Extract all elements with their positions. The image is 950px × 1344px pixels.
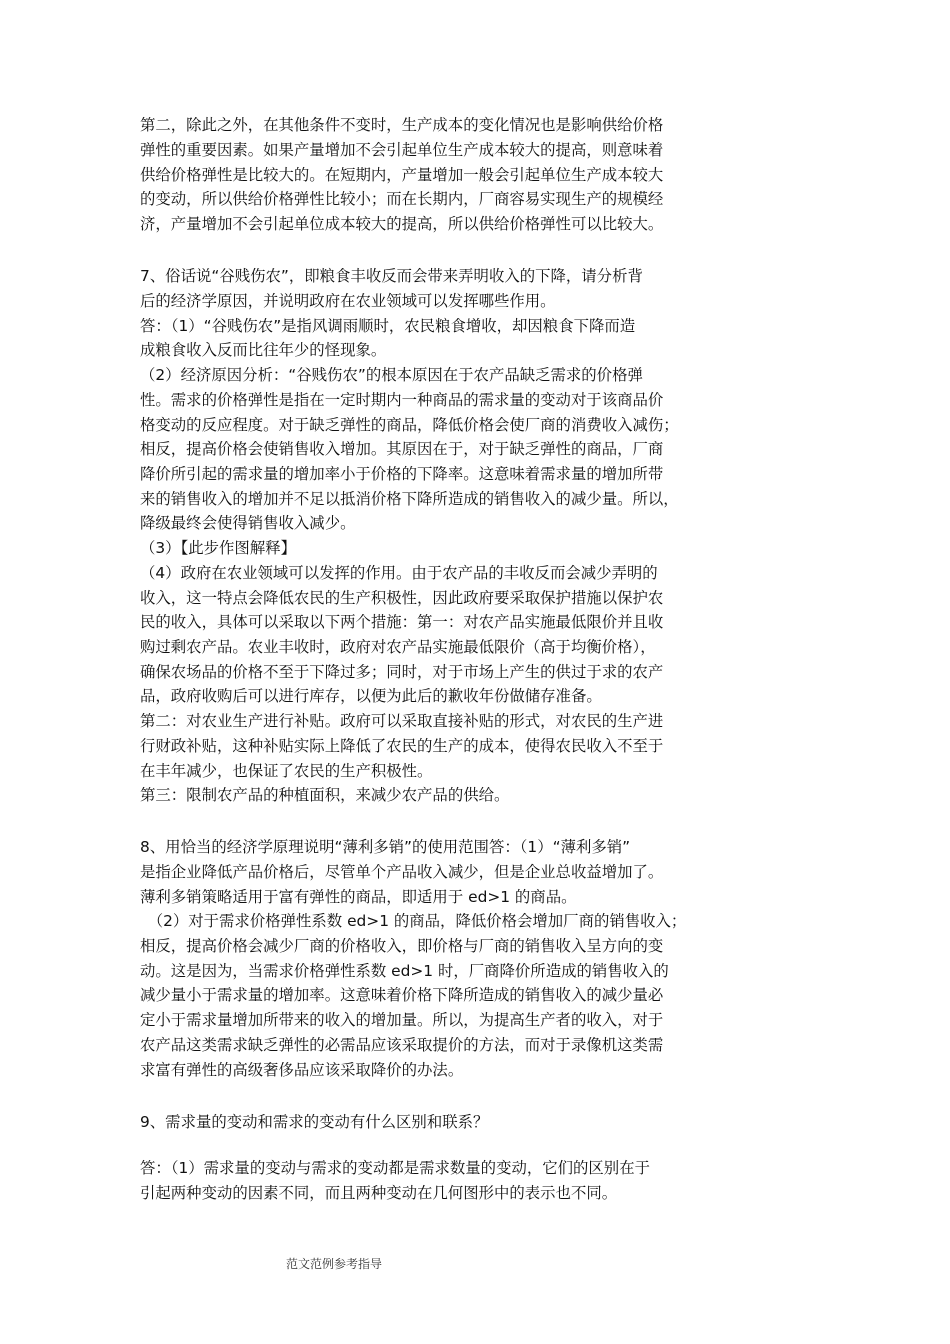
- answer-line: 第三：限制农产品的种植面积，来减少农产品的供给。: [140, 786, 510, 804]
- answer-line: 品，政府收购后可以进行库存，以便为此后的歉收年份做储存准备。: [140, 687, 602, 705]
- answer-line: 农产品这类需求缺乏弹性的必需品应该采取提价的方法，而对于录像机这类需: [140, 1036, 664, 1054]
- question-7-line: 后的经济学原因，并说明政府在农业领域可以发挥哪些作用。: [140, 292, 556, 310]
- answer-line: 格变动的反应程度。对于缺乏弹性的商品，降低价格会使厂商的消费收入减伤；: [140, 416, 679, 434]
- answer-line: （3）【此步作图解释】: [140, 539, 296, 557]
- answer-line: 相反，提高价格会减少厂商的价格收入，即价格与厂商的销售收入呈方向的变: [140, 937, 664, 955]
- page-footer: 范文范例参考指导: [286, 1257, 383, 1271]
- para-line: 济，产量增加不会引起单位成本较大的提高，所以供给价格弹性可以比较大。: [140, 215, 664, 233]
- answer-line: 来的销售收入的增加并不足以抵消价格下降所造成的销售收入的减少量。所以，: [140, 490, 679, 508]
- answer-line: 性。需求的价格弹性是指在一定时期内一种商品的需求量的变动对于该商品价: [140, 391, 664, 409]
- para-line: 供给价格弹性是比较大的。在短期内，产量增加一般会引起单位生产成本较大: [140, 166, 664, 184]
- answer-line: （4）政府在农业领域可以发挥的作用。由于农产品的丰收反而会减少弄明的: [140, 564, 658, 582]
- para-line: 的变动，所以供给价格弹性比较小；而在长期内，厂商容易实现生产的规模经: [140, 190, 664, 208]
- answer-line: 相反，提高价格会使销售收入增加。其原因在于，对于缺乏弹性的商品，厂商: [140, 440, 664, 458]
- para-line: 弹性的重要因素。如果产量增加不会引起单位生产成本较大的提高，则意味着: [140, 141, 664, 159]
- answer-line: 降级最终会使得销售收入减少。: [140, 514, 356, 532]
- answer-line: 降价所引起的需求量的增加率小于价格的下降率。这意味着需求量的增加所带: [140, 465, 664, 483]
- answer-line: 求富有弹性的高级奢侈品应该采取降价的办法。: [140, 1061, 464, 1079]
- answer-line: 引起两种变动的因素不同，而且两种变动在几何图形中的表示也不同。: [140, 1184, 618, 1202]
- answer-line: 成粮食收入反而比往年少的怪现象。: [140, 341, 387, 359]
- answer-line: （2）对于需求价格弹性系数 ed>1 的商品，降低价格会增加厂商的销售收入；: [140, 912, 687, 930]
- answer-line: 第二：对农业生产进行补贴。政府可以采取直接补贴的形式，对农民的生产进: [140, 712, 664, 730]
- answer-line: 减少量小于需求量的增加率。这意味着价格下降所造成的销售收入的减少量必: [140, 986, 664, 1004]
- answer-line: 购过剩农产品。农业丰收时，政府对农产品实施最低限价（高于均衡价格），: [140, 638, 656, 656]
- answer-line: 答：（1）需求量的变动与需求的变动都是需求数量的变动，它们的区别在于: [140, 1159, 650, 1177]
- question-9-line: 9、需求量的变动和需求的变动有什么区别和联系？: [140, 1113, 489, 1131]
- answer-line: 答：（1）“谷贱伤农”是指风调雨顺时，农民粮食增收，却因粮食下降而造: [140, 317, 636, 335]
- answer-line: 行财政补贴，这种补贴实际上降低了农民的生产的成本，使得农民收入不至于: [140, 737, 664, 755]
- answer-line: 确保农场品的价格不至于下降过多；同时，对于市场上产生的供过于求的农产: [140, 663, 664, 681]
- answer-line: 定小于需求量增加所带来的收入的增加量。所以，为提高生产者的收入，对于: [140, 1011, 664, 1029]
- answer-line: 动。这是因为，当需求价格弹性系数 ed>1 时，厂商降价所造成的销售收入的: [140, 962, 669, 980]
- answer-line: 民的收入，具体可以采取以下两个措施：第一：对农产品实施最低限价并且收: [140, 613, 664, 631]
- question-7-line: 7、俗话说“谷贱伤农”，即粮食丰收反而会带来弄明收入的下降，请分析背: [140, 267, 643, 285]
- para-line: 第二，除此之外，在其他条件不变时，生产成本的变化情况也是影响供给价格: [140, 116, 664, 134]
- answer-line: （2）经济原因分析：“谷贱伤农”的根本原因在于农产品缺乏需求的价格弹: [140, 366, 643, 384]
- question-8-line: 8、用恰当的经济学原理说明“薄利多销”的使用范围答：（1）“薄利多销”: [140, 838, 631, 856]
- answer-line: 是指企业降低产品价格后，尽管单个产品收入减少，但是企业总收益增加了。: [140, 863, 664, 881]
- answer-line: 薄利多销策略适用于富有弹性的商品，即适用于 ed>1 的商品。: [140, 888, 577, 906]
- answer-line: 收入，这一特点会降低农民的生产积极性，因此政府要采取保护措施以保护农: [140, 589, 664, 607]
- answer-line: 在丰年减少，也保证了农民的生产积极性。: [140, 762, 433, 780]
